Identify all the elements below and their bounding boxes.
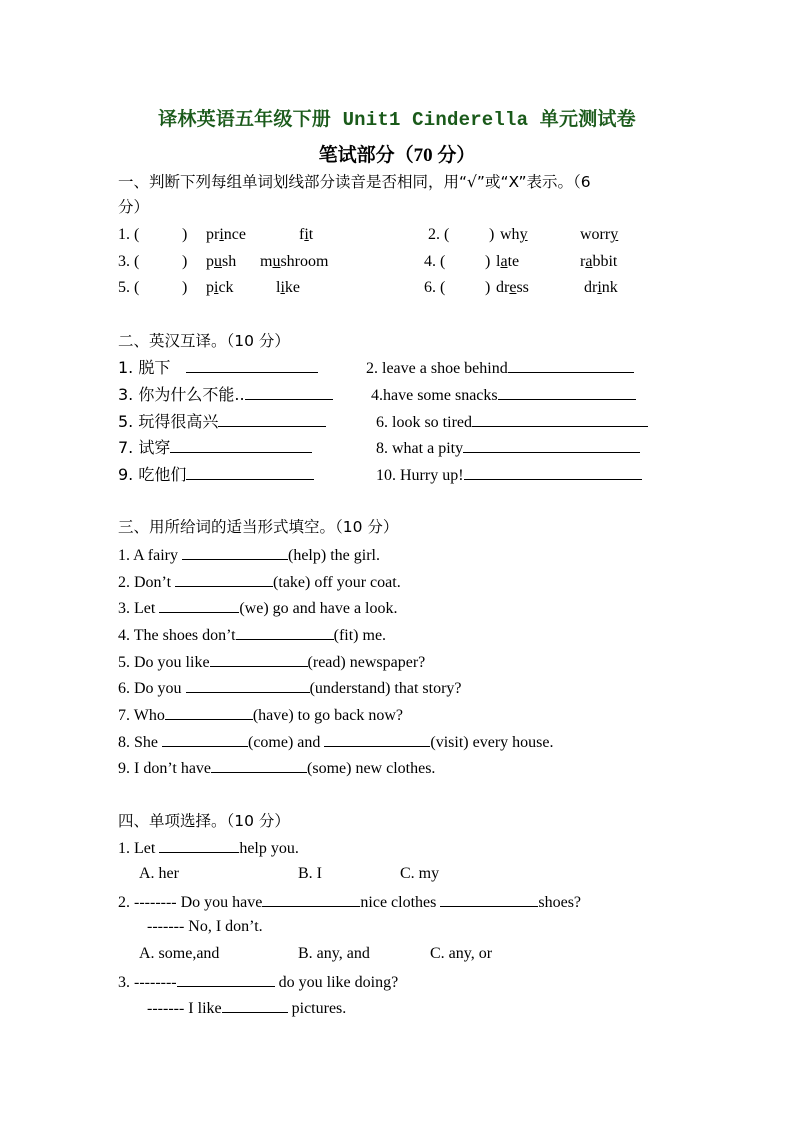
answer-blank[interactable]: [472, 411, 648, 427]
answer-blank[interactable]: [324, 731, 430, 747]
answer-blank[interactable]: [463, 437, 640, 453]
p2-item10: 10. Hurry up!: [376, 464, 642, 486]
answer-blank[interactable]: [186, 357, 318, 373]
answer-blank[interactable]: [170, 437, 312, 453]
p1-item5-word1: pick: [206, 279, 234, 296]
p2-item5: 5. 玩得很高兴: [118, 411, 326, 432]
part1-heading: 一、判断下列每组单词划线部分读音是否相同，用“√”或“X”表示。（6: [118, 173, 591, 191]
p1-item1-word2: fit: [299, 226, 314, 243]
p1-item6-word1: dress: [496, 279, 529, 296]
p1-item2-word1: why: [500, 226, 528, 243]
answer-blank[interactable]: [210, 651, 308, 667]
answer-blank[interactable]: [177, 971, 275, 987]
answer-blank[interactable]: [175, 571, 273, 587]
answer-blank[interactable]: [508, 357, 634, 373]
answer-blank[interactable]: [236, 624, 334, 640]
page-subtitle: 笔试部分（70 分）: [318, 145, 476, 166]
p1-item6-num: 6. (: [424, 279, 446, 296]
part4-heading: 四、单项选择。（10 分）: [118, 812, 290, 830]
part2-heading: 二、英汉互译。（10 分）: [118, 332, 290, 350]
p3-item1: 1. A fairy (help) the girl.: [118, 544, 380, 566]
page-title: 译林英语五年级下册 Unit1 Cinderella 单元测试卷: [158, 109, 636, 131]
p4-q3: 3. -------- do you like doing?: [118, 971, 398, 993]
p1-item5-word2: like: [276, 279, 301, 296]
answer-blank[interactable]: [498, 384, 636, 400]
answer-blank[interactable]: [211, 757, 307, 773]
p2-item2: 2. leave a shoe behind: [366, 357, 634, 379]
answer-blank[interactable]: [464, 464, 642, 480]
p1-item6-close: ): [485, 279, 491, 296]
p3-item3: 3. Let (we) go and have a look.: [118, 597, 398, 619]
answer-blank[interactable]: [186, 677, 310, 693]
p1-item2-num: 2. (: [428, 226, 450, 243]
answer-blank[interactable]: [165, 704, 253, 720]
answer-blank[interactable]: [262, 891, 360, 907]
answer-blank[interactable]: [222, 997, 288, 1013]
p2-item1: 1. 脱下: [118, 357, 318, 378]
p4-q2-option-b[interactable]: B. any, and: [298, 945, 370, 962]
p4-q1: 1. Let help you.: [118, 837, 299, 859]
p1-item4-num: 4. (: [424, 253, 446, 270]
p3-item4: 4. The shoes don’t (fit) me.: [118, 624, 386, 646]
p1-item5-close: ): [182, 279, 188, 296]
answer-blank[interactable]: [186, 464, 314, 480]
p4-q2: 2. -------- Do you have nice clothes shoes?: [118, 891, 581, 913]
p1-item1-word1: prince: [206, 226, 246, 243]
p4-q2-option-c[interactable]: C. any, or: [430, 945, 493, 962]
p1-item2-close: ): [489, 226, 495, 243]
p2-item6: 6. look so tired: [376, 411, 648, 433]
p1-item3-close: ): [182, 253, 188, 270]
p1-item6-word2: drink: [584, 279, 618, 296]
p1-item1-num: 1. (: [118, 226, 140, 243]
p1-item2-word2: worry: [580, 226, 619, 243]
p3-item6: 6. Do you (understand) that story?: [118, 677, 462, 699]
p1-item1-close: ): [182, 226, 188, 243]
p1-item3-word1: push: [206, 253, 237, 270]
answer-blank[interactable]: [218, 411, 326, 427]
answer-blank[interactable]: [440, 891, 538, 907]
p2-item4: 4.have some snacks: [371, 384, 636, 406]
p4-q3-answer: ------- I like pictures.: [147, 997, 346, 1019]
part3-heading: 三、用所给词的适当形式填空。（10 分）: [118, 518, 399, 536]
p3-item5: 5. Do you like (read) newspaper?: [118, 651, 425, 673]
p3-item2: 2. Don’t (take) off your coat.: [118, 571, 401, 593]
p3-item7: 7. Who (have) to go back now?: [118, 704, 403, 726]
answer-blank[interactable]: [159, 837, 239, 853]
p1-item3-num: 3. (: [118, 253, 140, 270]
p3-item9: 9. I don’t have (some) new clothes.: [118, 757, 435, 779]
p2-item3: 3. 你为什么不能..: [118, 384, 333, 405]
p2-item9: 9. 吃他们: [118, 464, 314, 485]
answer-blank[interactable]: [182, 544, 288, 560]
p1-item4-word1: late: [496, 253, 520, 270]
p1-item3-word2: mushroom: [260, 253, 329, 270]
answer-blank[interactable]: [159, 597, 239, 613]
p4-q2-answer: ------- No, I don’t.: [147, 918, 263, 935]
p1-item4-word2: rabbit: [580, 253, 618, 270]
p4-q2-option-a[interactable]: A. some,and: [139, 945, 220, 962]
p1-item4-close: ): [485, 253, 491, 270]
p4-q1-option-a[interactable]: A. her: [139, 865, 179, 882]
answer-blank[interactable]: [162, 731, 248, 747]
p4-q1-option-b[interactable]: B. I: [298, 865, 322, 882]
p1-item5-num: 5. (: [118, 279, 140, 296]
p3-item8: 8. She (come) and (visit) every house.: [118, 731, 553, 753]
p2-item8: 8. what a pity: [376, 437, 640, 459]
part1-heading-cont: 分）: [118, 198, 150, 216]
p4-q1-option-c[interactable]: C. my: [400, 865, 440, 882]
answer-blank[interactable]: [245, 384, 333, 400]
p2-item7: 7. 试穿: [118, 437, 312, 458]
